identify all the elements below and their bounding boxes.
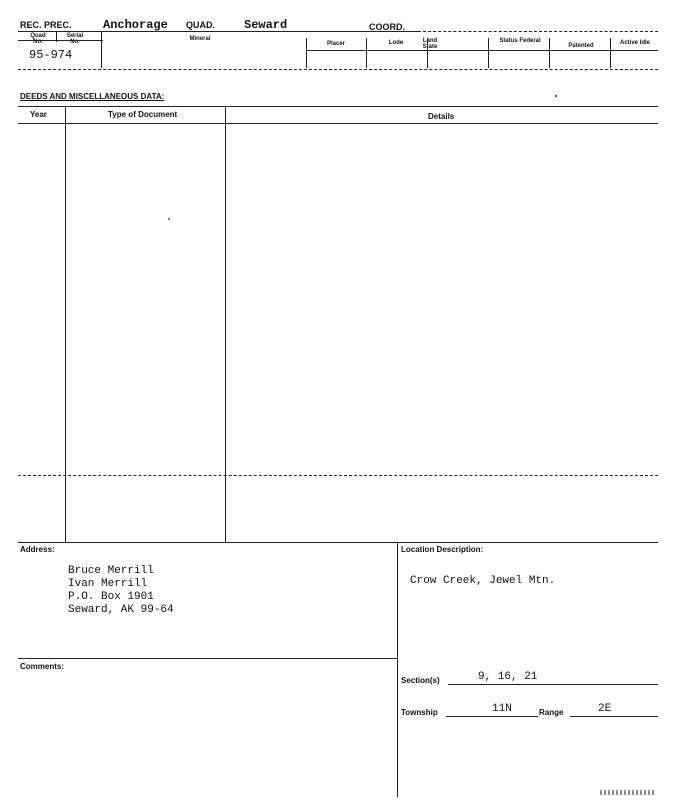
range-label: Range [539, 708, 564, 717]
comments-label: Comments: [20, 662, 65, 671]
year-type-divider [65, 106, 66, 543]
coord-label: COORD. [369, 22, 405, 32]
range-value: 2E [598, 703, 612, 715]
address-line: Seward, AK 99-64 [68, 604, 174, 616]
township-label: Township [401, 708, 438, 717]
type-details-divider [225, 106, 226, 543]
scan-dot [168, 218, 170, 220]
col-land-state: Land State [422, 38, 438, 50]
scan-dot [555, 95, 557, 97]
col-year: Year [30, 110, 47, 119]
col-quad-no: Quad No. [30, 33, 46, 45]
col-active-idle: Active Idle [620, 40, 651, 46]
rec-prec-label: REC. PREC. [20, 20, 72, 30]
col-serial-no: Serial No. [66, 33, 84, 45]
serial-divider [18, 40, 103, 41]
location-value: Crow Creek, Jewel Mtn. [410, 575, 556, 587]
col-mineral: Mineral [189, 36, 211, 42]
col-placer: Placer [326, 41, 345, 47]
sections-value: 9, 16, 21 [478, 671, 538, 683]
quad-label: QUAD. [186, 20, 215, 30]
township-value: 11N [492, 703, 512, 715]
col-details: Details [428, 112, 455, 121]
col-lode: Lode [388, 40, 404, 46]
header-line [18, 31, 418, 32]
address-line: Bruce Merrill [68, 565, 154, 577]
location-label: Location Description: [401, 545, 484, 554]
col-status-federal: Status Federal [499, 38, 541, 44]
col-patented: Patented [568, 43, 594, 49]
address-label: Address: [20, 545, 55, 554]
quad-value: Seward [244, 18, 288, 32]
rec-prec-value: Anchorage [103, 18, 168, 32]
deeds-dashed-line [18, 475, 658, 476]
record-bottom-line [18, 69, 658, 70]
quad-no-value: 95-974 [29, 48, 73, 62]
col-type-of-document: Type of Document [108, 110, 178, 119]
status-header-line [306, 50, 658, 51]
deeds-title: DEEDS AND MISCELLANEOUS DATA: [20, 92, 165, 101]
address-location-divider [397, 542, 398, 797]
scan-smudge [600, 790, 656, 795]
header-line-dashed [418, 31, 658, 32]
sections-label: Section(s) [401, 676, 440, 685]
address-line: P.O. Box 1901 [68, 591, 154, 603]
address-block [68, 565, 174, 617]
address-line: Ivan Merrill [68, 578, 148, 590]
